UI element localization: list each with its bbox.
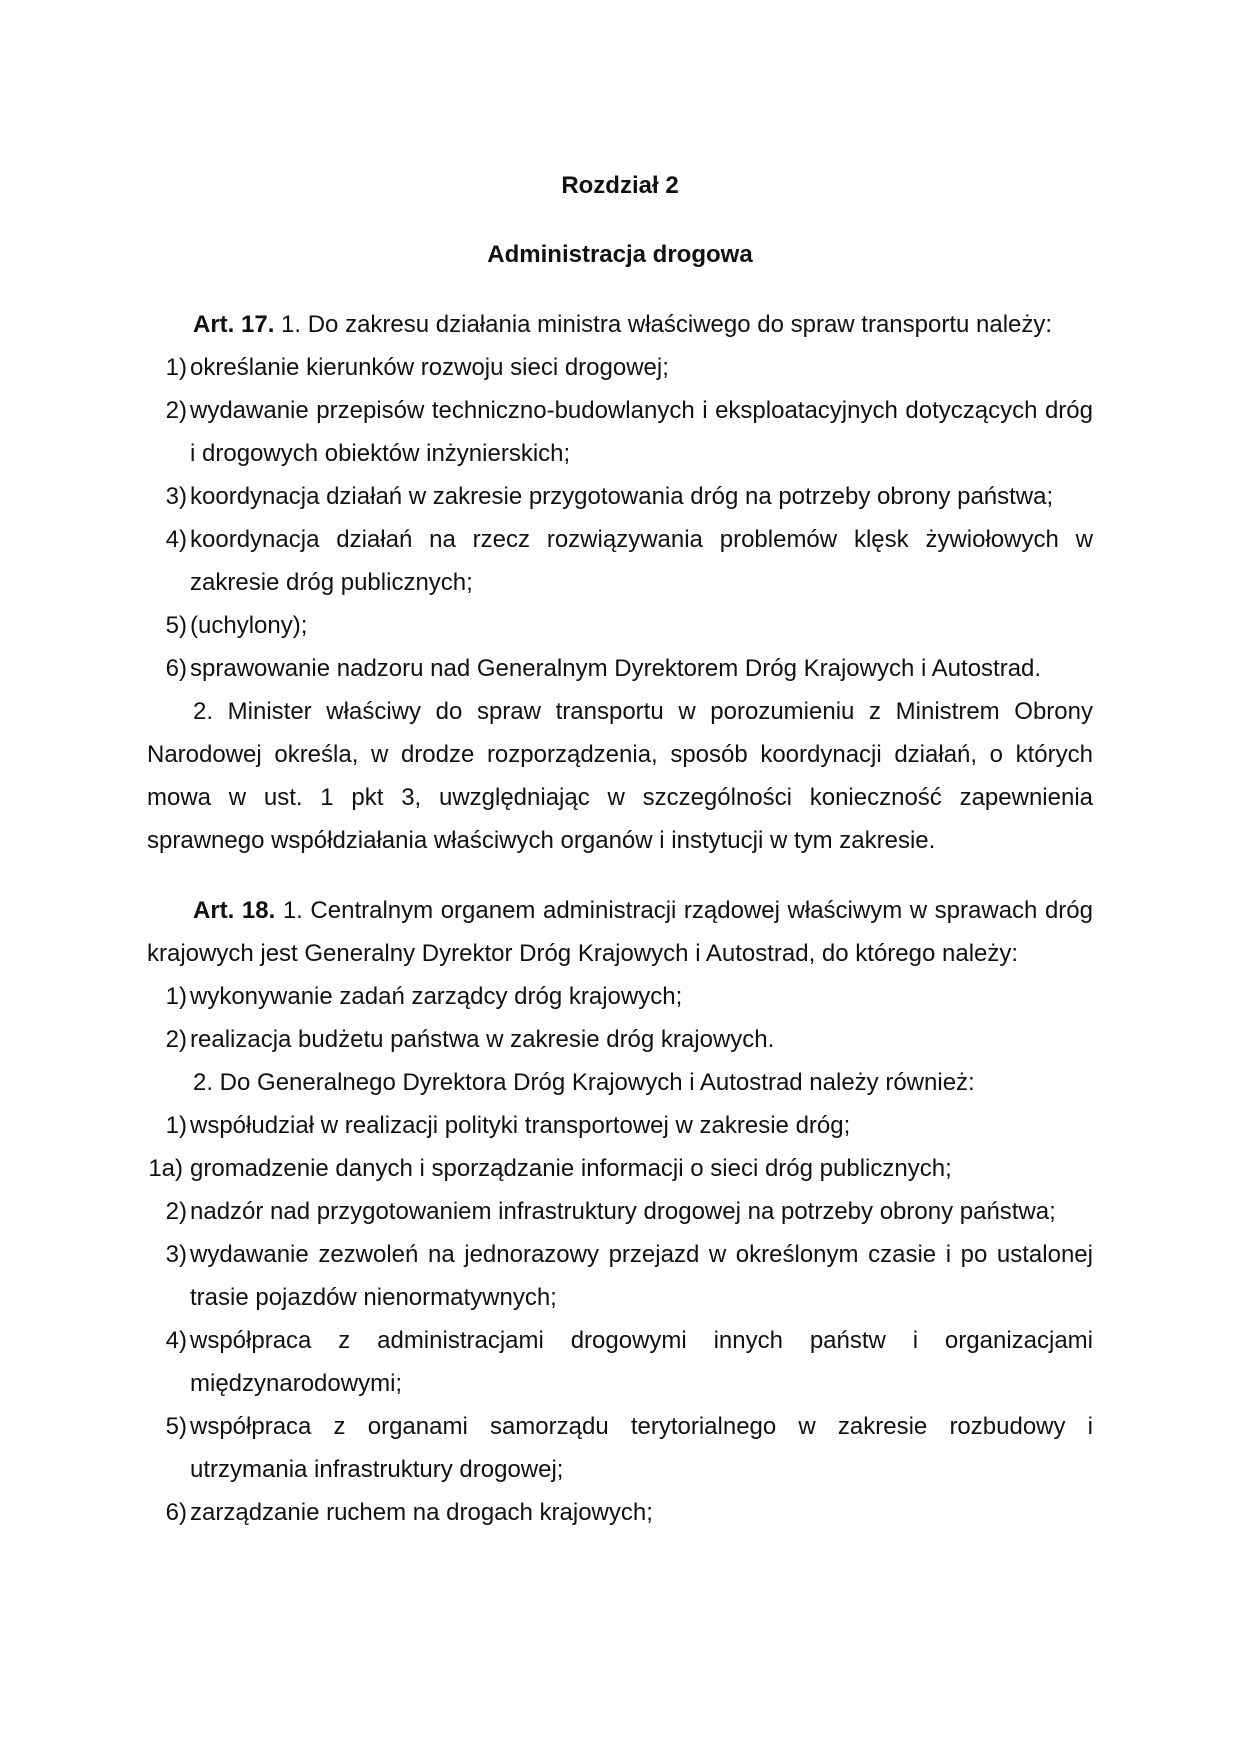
list-item (147, 1190, 1093, 1233)
list-item-text: współpraca z administracjami drogowymi innych państw i organizacjami międzynarodowymi; (190, 1327, 1093, 1397)
art18-label: Art. 18. (193, 897, 276, 924)
list-item (147, 518, 1093, 604)
list-item-text: wykonywanie zadań zarządcy dróg krajowych; (190, 983, 683, 1010)
list-item-number: 2) (165, 397, 187, 424)
list-item-text: określanie kierunków rozwoju sieci drogowej; (190, 354, 669, 381)
list-item-number: 3) (165, 483, 187, 510)
list-item (147, 1491, 1093, 1534)
list-item-text: gromadzenie danych i sporządzanie informacji o sieci dróg publicznych; (190, 1155, 952, 1182)
list-item-number: 4) (165, 1327, 187, 1354)
list-item-number: 2) (165, 1026, 187, 1053)
list-item (147, 604, 1093, 647)
list-item-text: współpraca z organami samorządu terytorialnego w zakresie rozbudowy i utrzymania infrastruktury drogowej; (190, 1413, 1093, 1483)
list-item (147, 389, 1093, 475)
list-item-text: wydawanie przepisów techniczno-budowlanych i eksploatacyjnych dotyczących dróg i drogowych obiektów inżynierskich; (190, 397, 1093, 467)
list-item-text: sprawowanie nadzoru nad Generalnym Dyrektorem Dróg Krajowych i Autostrad. (190, 655, 1042, 682)
list-item-number: 6) (165, 655, 187, 682)
article-18 (147, 889, 1093, 1534)
list-item (147, 346, 1093, 389)
list-item-text: koordynacja działań w zakresie przygotowania dróg na potrzeby obrony państwa; (190, 483, 1054, 510)
list-item-number: 3) (165, 1241, 187, 1268)
list-item-number: 6) (165, 1499, 187, 1526)
list-item (147, 475, 1093, 518)
list-item-number: 5) (165, 612, 187, 639)
art18-para1-text: 1. Centralnym organem administracji rządowej właściwym w sprawach dróg krajowych jest Generalny Dyrektor Dróg Krajowych i Autostrad, do którego należy: (147, 897, 1093, 967)
art18-list-1 (147, 975, 1093, 1061)
list-item-text: nadzór nad przygotowaniem infrastruktury drogowej na potrzeby obrony państwa; (190, 1198, 1056, 1225)
list-item (147, 1147, 1093, 1190)
list-item (147, 1405, 1093, 1491)
list-item (147, 1104, 1093, 1147)
list-item (147, 1319, 1093, 1405)
list-item (147, 1233, 1093, 1319)
art17-paragraph-2: 2. Minister właściwy do spraw transportu w porozumieniu z Ministrem Obrony Narodowej określa, w drodze rozporządzenia, sposób koordynacji działań, o których mowa w ust. 1 pkt 3, uwzględniając w szczególności konieczność zapewnienia sprawnego współdziałania właściwych organów i instytucji w tym zakresie. (147, 698, 1093, 854)
list-item-text: koordynacja działań na rzecz rozwiązywania problemów klęsk żywiołowych w zakresie dróg publicznych; (190, 526, 1093, 596)
art17-para1-text: 1. Do zakresu działania ministra właściwego do spraw transportu należy: (274, 311, 1053, 338)
list-item-number: 1) (165, 983, 187, 1010)
list-item-text: (uchylony); (190, 612, 308, 639)
art18-paragraph-2-intro: 2. Do Generalnego Dyrektora Dróg Krajowych i Autostrad należy również: (193, 1069, 975, 1096)
art18-paragraph-1-intro (147, 889, 1093, 975)
list-item-number: 1a) (148, 1155, 183, 1182)
article-17 (147, 303, 1093, 862)
list-item (147, 1018, 1093, 1061)
art17-list (147, 346, 1093, 690)
list-item-number: 5) (165, 1413, 187, 1440)
art17-label: Art. 17. (193, 311, 275, 338)
list-item-number: 2) (165, 1198, 187, 1225)
art17-paragraph-1-intro (147, 303, 1093, 346)
list-item-number: 1) (165, 354, 187, 381)
list-item-text: wydawanie zezwoleń na jednorazowy przejazd w określonym czasie i po ustalonej trasie pojazdów nienormatywnych; (190, 1241, 1093, 1311)
list-item-number: 1) (165, 1112, 187, 1139)
list-item-text: współudział w realizacji polityki transportowej w zakresie dróg; (190, 1112, 851, 1139)
chapter-number: Rozdział 2 (561, 172, 679, 199)
chapter-title: Administracja drogowa (487, 241, 753, 268)
list-item (147, 647, 1093, 690)
list-item (147, 975, 1093, 1018)
list-item-text: realizacja budżetu państwa w zakresie dróg krajowych. (190, 1026, 775, 1053)
list-item-text: zarządzanie ruchem na drogach krajowych; (190, 1499, 653, 1526)
list-item-number: 4) (165, 526, 187, 553)
art18-list-2 (147, 1104, 1093, 1534)
